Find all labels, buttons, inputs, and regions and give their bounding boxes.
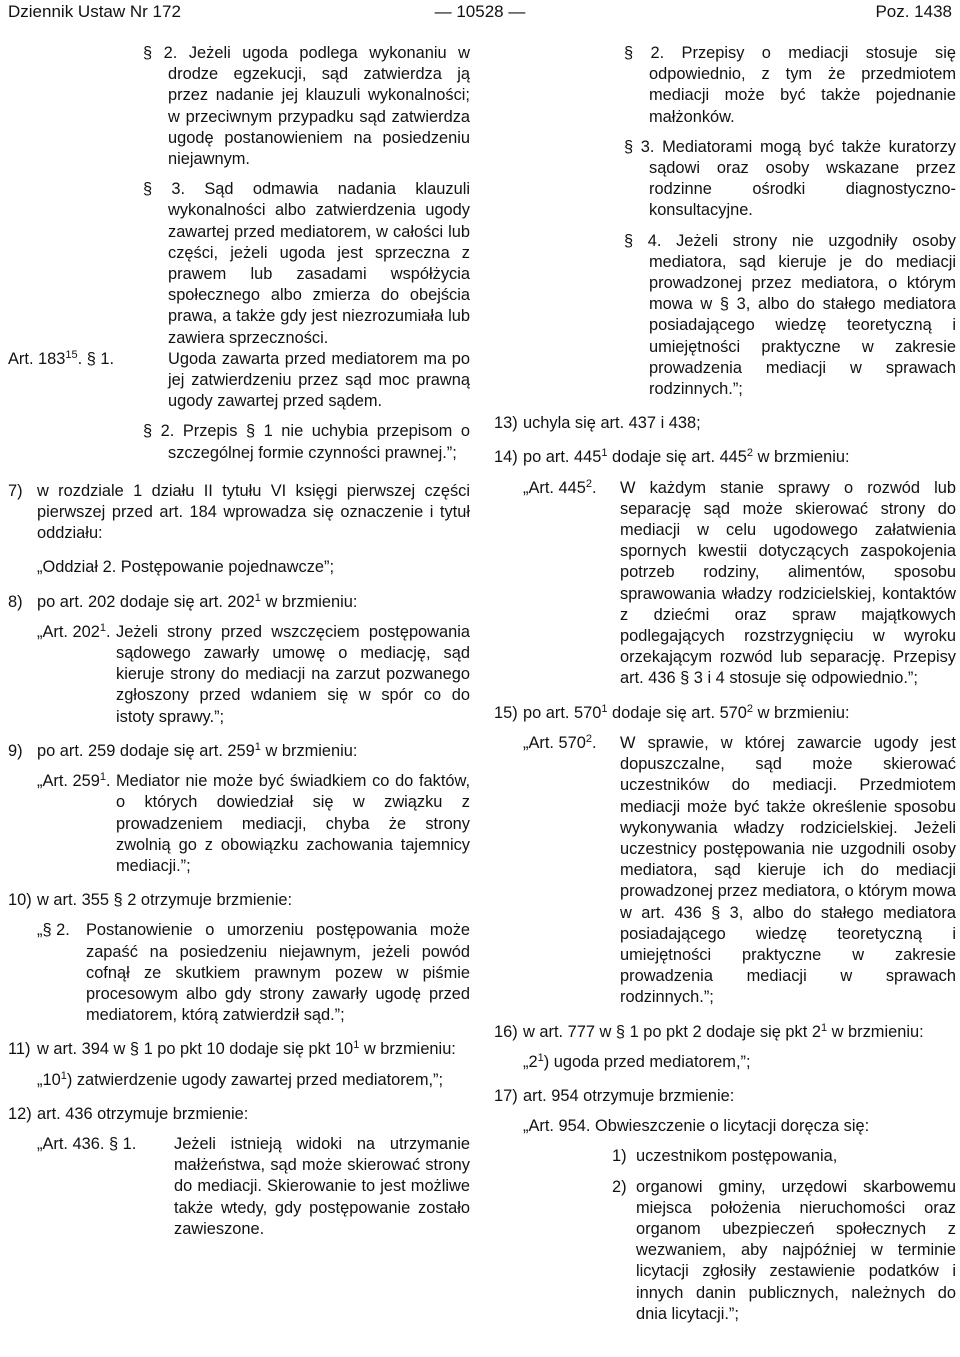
item-text: po art. $445^1$ dodaje się art. $445^2$ w brzmieniu:	[523, 447, 850, 467]
article-570-2	[494, 733, 956, 1009]
amendment-item-11	[8, 1039, 470, 1060]
article-355-section-2	[8, 920, 470, 1026]
article-954-point-2	[494, 1177, 956, 1325]
article-445-2	[494, 478, 956, 690]
quoted-point-10-1	[8, 1070, 470, 1091]
item-number: 15)	[494, 703, 518, 722]
amendment-item-9	[8, 741, 470, 762]
item-number: 13)	[494, 414, 518, 433]
article-text: Jeżeli istnieją widoki na utrzymanie małżeństwa, sąd może skierować strony do mediacji. Skierowanie to jest możliwe także wtedy, gdy postępowanie zostało zawieszone.	[174, 1134, 470, 1238]
article-label: „Art. 436. § 1.	[37, 1134, 137, 1153]
amendment-item-7	[8, 481, 470, 545]
article-183-paragraph-2	[8, 421, 470, 463]
item-number: 14)	[494, 448, 518, 467]
item-text: w rozdziale 1 działu II tytułu VI księgi pierwszej części pierwszej przed art. 184 wprowadza się oznaczenie i tytuł oddziału:	[37, 481, 470, 543]
amendment-item-16	[494, 1022, 956, 1043]
amendment-item-15	[494, 703, 956, 724]
article-label: „Art. $259^1$.	[37, 771, 111, 791]
left-column	[8, 43, 470, 1240]
article-954	[494, 1116, 956, 1137]
article-183-label: Art. $183^{15}$. § 1.	[8, 348, 115, 368]
article-label: „Art. $570^2$.	[523, 732, 597, 752]
article-259-1	[8, 771, 470, 877]
right-column	[494, 43, 956, 1325]
item-number: 16)	[494, 1022, 518, 1041]
point-number: 1)	[612, 1147, 627, 1166]
point-number: 2)	[612, 1177, 627, 1196]
item-text: po art. 259 dodaje się art. $259^1$ w brzmieniu:	[37, 740, 358, 760]
page-number: — 10528 —	[434, 2, 526, 21]
article-text: W sprawie, w której zawarcie ugody jest dopuszczalne, sąd może skierować uczestników do mediacji. Przedmiotem mediacji może być także określenie sposobu wykonywania władzy rodzicielskiej. Jeżeli uczestnicy postępowania nie uzgodnili osoby mediatora, sąd kieruje ich do mediacji prowadzonej przez mediatora, o którym mowa w art. 436 § 3, albo do stałego mediatora posiadającego wiedzę teoretyczną i umiejętności praktyczne w zakresie prowadzenia mediacji w sprawach rodzinnych.”;	[620, 733, 956, 1007]
article-text: Obwieszczenie o licytacji doręcza się:	[594, 1117, 870, 1136]
amendment-item-10	[8, 890, 470, 911]
article-label: „Art. 954.	[523, 1117, 591, 1136]
section-text: Jeżeli strony nie uzgodniły osoby mediatora, sąd kieruje je do mediacji prowadzonej przez mediatora, o którym mowa w § 3, albo do stałego mediatora posiadającego wiedzę teoretyczną i umiejętności praktyczne w zakresie prowadzenia mediacji w sprawach rodzinnych.”;	[649, 231, 956, 399]
section-4-paragraph	[494, 231, 956, 401]
section-text: Przepis § 1 nie uchybia przepisom o szczególnej formie czynności prawnej.”;	[168, 422, 470, 462]
quoted-chapter-title	[8, 557, 470, 578]
section-label: § 3.	[624, 137, 655, 156]
item-number: 10)	[8, 891, 32, 910]
item-text: po art. $570^1$ dodaje się art. $570^2$ w brzmieniu:	[523, 702, 850, 722]
section-3-paragraph	[494, 137, 956, 222]
quote-text: $„10^1$) zatwierdzenie ugody zawartej przed mediatorem,”;	[37, 1069, 444, 1089]
article-436-section-1	[8, 1134, 470, 1240]
quote-text: „Oddział 2. Postępowanie pojednawcze”;	[37, 558, 335, 577]
section-label: § 2.	[143, 422, 175, 441]
section-label: § 3.	[143, 180, 186, 199]
article-954-point-1	[494, 1146, 956, 1167]
article-202-1	[8, 622, 470, 728]
item-text: w art. 777 w § 1 po pkt 2 dodaje się pkt $2^1$ w brzmieniu:	[523, 1021, 924, 1041]
position-number: Poz. 1438	[875, 2, 952, 21]
section-label: § 4.	[624, 231, 662, 250]
section-text: Mediatorami mogą być także kuratorzy sądowi oraz osoby wskazane przez rodzinne ośrodki diagnostyczno-konsultacyjne.	[649, 137, 956, 220]
point-text: organowi gminy, urzędowi skarbowemu miejsca położenia nieruchomości oraz organom ubezpieczeń społecznych z wezwaniem, aby najpóźniej w terminie licytacji zgłosiły zestawienie podatków i innych danin publicznych, należnych do dnia licytacji.”;	[636, 1177, 956, 1323]
item-number: 8)	[8, 592, 23, 611]
amendment-item-12	[8, 1104, 470, 1125]
amendment-item-14	[494, 447, 956, 468]
point-text: uczestnikom postępowania,	[636, 1147, 838, 1166]
item-number: 17)	[494, 1086, 518, 1105]
amendment-item-13	[494, 413, 956, 434]
section-label: „§ 2.	[37, 921, 70, 940]
section-text: Przepisy o mediacji stosuje się odpowiednio, z tym że przedmiotem mediacji może być także pojednanie małżonków.	[649, 44, 957, 126]
amendment-item-17	[494, 1086, 956, 1107]
journal-title: Dziennik Ustaw Nr 172	[8, 2, 181, 21]
article-text: Jeżeli strony przed wszczęciem postępowania sądowego zawarły umowę o mediację, sąd kieruje strony do mediacji na zarzut pozwanego zgłoszony przed wdaniem się w spór co do istoty sprawy.”;	[116, 622, 470, 726]
section-label: § 2.	[143, 44, 178, 62]
section-text: Sąd odmawia nadania klauzuli wykonalności albo zatwierdzenia ugody zawartej przed mediatorem, w całości lub części, jeżeli ugoda jest sprzeczna z prawem lub zasadami współżycia społecznego albo zmierza do obejścia prawa, a także gdy jest niezrozumiała lub zawiera sprzeczności.	[168, 180, 470, 347]
article-text: Ugoda zawarta przed mediatorem ma po jej zatwierdzeniu przez sąd moc prawną ugody zawartej przed sądem.	[168, 349, 470, 411]
section-2-paragraph	[494, 43, 956, 128]
item-number: 7)	[8, 481, 23, 500]
article-183-paragraph-1	[8, 349, 470, 413]
item-number: 11)	[8, 1040, 31, 1059]
section-2-paragraph	[8, 43, 470, 170]
article-label: „Art. $445^2$.	[523, 477, 597, 497]
quoted-point-2-1	[494, 1052, 956, 1073]
quote-text: $„2^1$) ugoda przed mediatorem,”;	[523, 1051, 751, 1071]
section-label: § 2.	[624, 44, 665, 62]
article-text: Mediator nie może być świadkiem co do faktów, o których dowiedział się w związku z prowadzeniem mediacji, chyba że strony zwolnią go z obowiązku zachowania tajemnicy mediacji.”;	[116, 772, 470, 875]
item-text: w art. 355 § 2 otrzymuje brzmienie:	[37, 891, 293, 910]
item-text: art. 954 otrzymuje brzmienie:	[523, 1086, 735, 1105]
article-label: „Art. $202^1$.	[37, 621, 111, 641]
section-text: Postanowienie o umorzeniu postępowania może zapaść na posiedzeniu niejawnym, jeżeli powód cofnął ze skutkiem prawnym pozew w piśmie procesowym albo gdy strony zawarły ugodę przed mediatorem, którą zatwierdził sąd.”;	[86, 921, 470, 1025]
amendment-item-8	[8, 592, 470, 613]
item-text: uchyla się art. 437 i 438;	[523, 414, 701, 433]
page-header	[8, 0, 952, 26]
item-text: art. 436 otrzymuje brzmienie:	[37, 1104, 249, 1123]
item-text: po art. 202 dodaje się art. $202^1$ w brzmieniu:	[37, 591, 358, 611]
item-number: 12)	[8, 1104, 32, 1123]
item-number: 9)	[8, 741, 23, 760]
section-3-paragraph	[8, 179, 470, 349]
item-text: w art. 394 w § 1 po pkt 10 dodaje się pkt $10^1$ w brzmieniu:	[37, 1039, 456, 1059]
section-text: Jeżeli ugoda podlega wykonaniu w drodze egzekucji, sąd zatwierdza ją przez nadanie jej klauzuli wykonalności; w przeciwnym przypadku sąd zatwierdza ugodę postanowieniem na posiedzeniu niejawnym.	[168, 44, 470, 169]
article-text: W każdym stanie sprawy o rozwód lub separację sąd może skierować strony do mediacji w celu ugodowego załatwienia spornych kwestii dotyczących zaspokojenia potrzeb rodziny, alimentów, sposobu sprawowania władzy rodzicielskiej, kontaktów z dziećmi oraz spraw majątkowych podlegających rozstrzygnięciu w wyroku orzekającym rozwód lub separację. Przepisy art. 436 § 3 i 4 stosuje się odpowiednio.”;	[620, 478, 956, 688]
